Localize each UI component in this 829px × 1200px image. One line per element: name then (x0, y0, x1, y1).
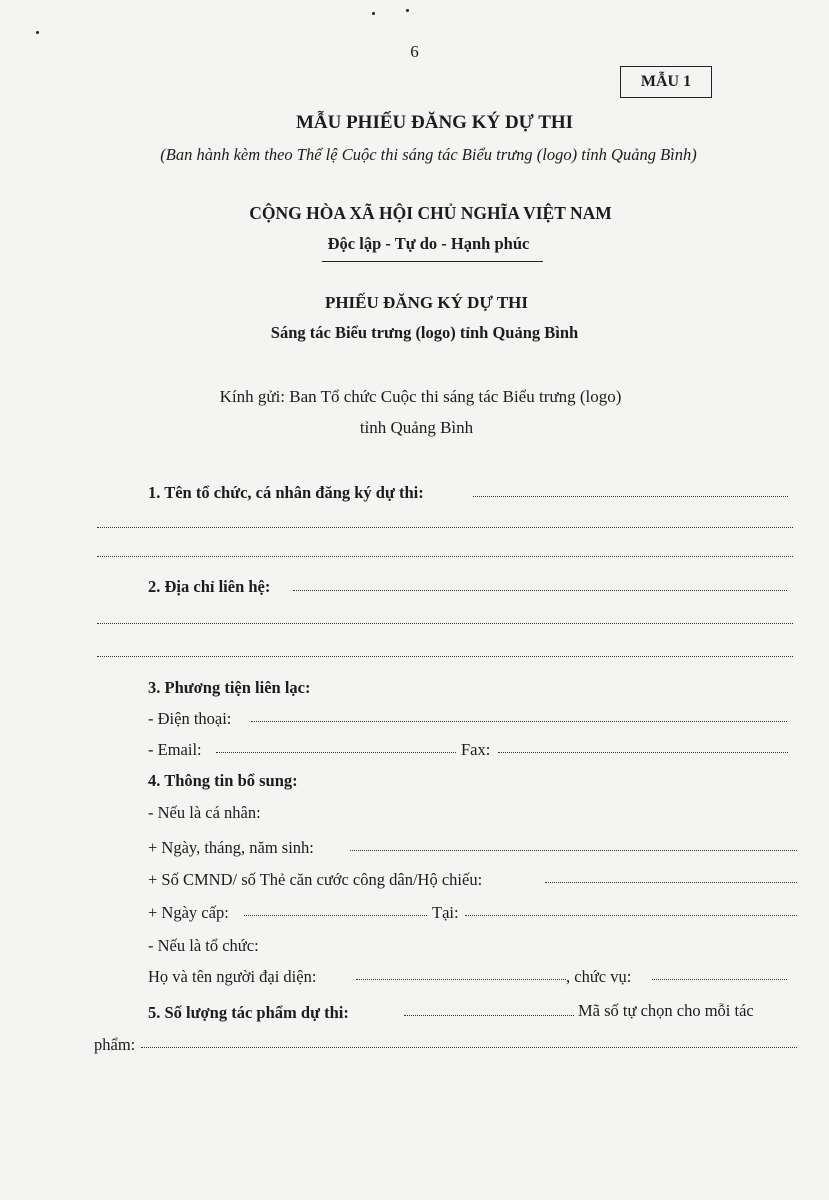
rep-name-label: Họ và tên người đại diện: (148, 967, 317, 986)
rep-name-field[interactable] (356, 979, 566, 980)
issue-date-field[interactable] (244, 915, 427, 916)
position-label: , chức vụ: (566, 967, 632, 986)
dob-label: + Ngày, tháng, năm sinh: (148, 838, 314, 857)
address-field-line-2[interactable] (97, 623, 793, 624)
fax-label: Fax: (461, 740, 491, 759)
extra-info-label: 4. Thông tin bổ sung: (148, 771, 298, 790)
dob-field[interactable] (350, 850, 797, 851)
fax-field[interactable] (498, 752, 788, 753)
org-name-field[interactable] (473, 496, 788, 497)
form-subtitle: Sáng tác Biểu trưng (logo) tỉnh Quảng Bình (270, 323, 579, 342)
code-label-part-2: phẩm: (94, 1035, 136, 1054)
id-number-field[interactable] (545, 882, 797, 883)
phone-field[interactable] (251, 721, 787, 722)
print-speck (372, 12, 375, 15)
contact-label: 3. Phương tiện liên lạc: (148, 678, 311, 697)
address-field[interactable] (293, 590, 787, 591)
addressee-line-2: tỉnh Quảng Bình (359, 418, 474, 437)
print-speck (406, 9, 409, 12)
email-field[interactable] (216, 752, 456, 753)
print-speck (36, 31, 39, 34)
national-motto: Độc lập - Tự do - Hạnh phúc (327, 234, 530, 253)
page-number: 6 (410, 42, 419, 61)
email-label: - Email: (148, 740, 202, 759)
motto-underline (322, 261, 543, 262)
org-name-field-line-3[interactable] (97, 556, 793, 557)
nation-name: CỘNG HÒA XÃ HỘI CHỦ NGHĨA VIỆT NAM (249, 203, 612, 223)
org-name-label: 1. Tên tổ chức, cá nhân đăng ký dự thi: (148, 483, 424, 502)
address-label: 2. Địa chỉ liên hệ: (148, 577, 271, 596)
issue-place-field[interactable] (465, 915, 797, 916)
issue-place-label: Tại: (432, 903, 459, 922)
if-org-label: - Nếu là tổ chức: (148, 936, 259, 955)
phone-label: - Điện thoại: (148, 709, 232, 728)
form-heading-subtitle: (Ban hành kèm theo Thể lệ Cuộc thi sáng tác Biểu trưng (logo) tỉnh Quảng Bình) (160, 145, 697, 164)
id-number-label: + Số CMND/ số Thẻ căn cước công dân/Hộ chiếu: (148, 870, 483, 889)
code-label-part-1: Mã số tự chọn cho mỗi tác (578, 1001, 754, 1020)
if-person-label: - Nếu là cá nhân: (148, 803, 261, 822)
form-title: PHIẾU ĐĂNG KÝ DỰ THI (324, 293, 529, 312)
issue-date-label: + Ngày cấp: (148, 903, 229, 922)
form-code-box: MẪU 1 (620, 66, 712, 98)
work-count-field[interactable] (404, 1015, 574, 1016)
org-name-field-line-2[interactable] (97, 527, 793, 528)
work-count-label: 5. Số lượng tác phẩm dự thi: (148, 1003, 349, 1022)
form-heading-title: MẪU PHIẾU ĐĂNG KÝ DỰ THI (295, 112, 574, 133)
position-field[interactable] (652, 979, 787, 980)
addressee-line-1: Kính gửi: Ban Tổ chức Cuộc thi sáng tác Biểu trưng (logo) (219, 387, 622, 406)
code-field[interactable] (141, 1047, 797, 1048)
address-field-line-3[interactable] (97, 656, 793, 657)
